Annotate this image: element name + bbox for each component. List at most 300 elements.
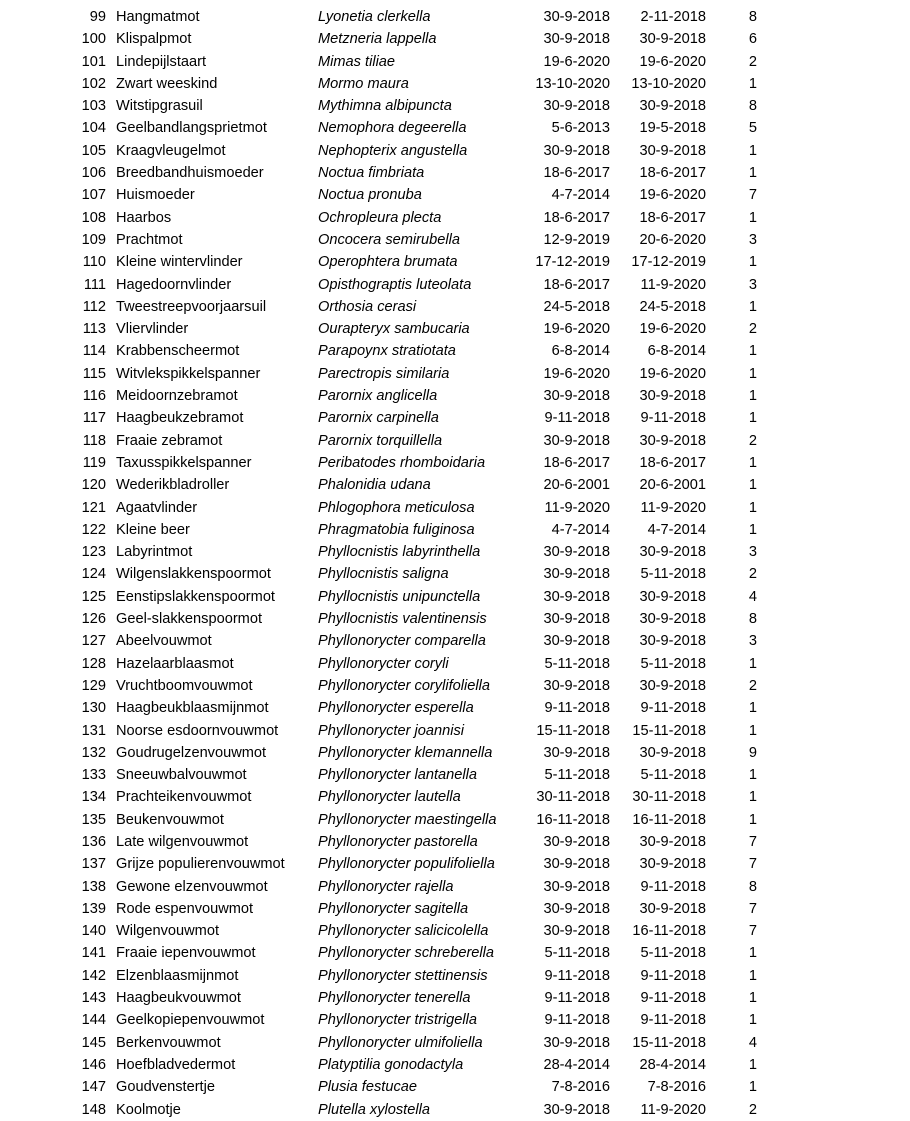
row-number: 105	[81, 142, 106, 159]
last-seen-date: 15-11-2018	[632, 722, 706, 739]
first-seen-date: 9-11-2018	[544, 1012, 610, 1029]
first-seen-date: 30-9-2018	[543, 1101, 610, 1118]
observation-count: 1	[748, 945, 757, 962]
row-number: 140	[81, 923, 106, 940]
row-number: 99	[89, 9, 106, 25]
dutch-name: Prachteikenvouwmot	[116, 789, 252, 806]
row-number: 112	[82, 298, 106, 315]
row-number: 121	[81, 499, 106, 516]
first-seen-date: 30-9-2018	[543, 566, 610, 583]
observation-count: 1	[748, 410, 757, 427]
first-seen-date: 30-9-2018	[543, 677, 610, 694]
row-number: 114	[82, 343, 106, 360]
observation-count: 7	[748, 833, 757, 850]
last-seen-date: 20-6-2001	[639, 477, 706, 494]
last-seen-date: 15-11-2018	[632, 1034, 706, 1051]
table-row	[0, 1054, 910, 1076]
table-row	[0, 296, 910, 318]
scientific-name: Plusia festucae	[318, 1079, 417, 1096]
table-row	[0, 630, 910, 652]
first-seen-date: 9-11-2018	[544, 967, 610, 984]
row-number: 109	[81, 231, 106, 248]
dutch-name: Goudrugelzenvouwmot	[116, 744, 267, 761]
observation-count: 2	[748, 53, 757, 70]
last-seen-date: 30-9-2018	[639, 611, 706, 628]
observation-count: 1	[748, 655, 757, 672]
table-row	[0, 95, 910, 117]
dutch-name: Huismoeder	[116, 187, 195, 204]
last-seen-date: 9-11-2018	[640, 410, 706, 427]
dutch-name: Eenstipslakkenspoormot	[116, 588, 275, 605]
row-number: 142	[81, 967, 106, 984]
scientific-name: Parapoynx stratiotata	[318, 343, 456, 360]
last-seen-date: 2-11-2018	[640, 9, 706, 25]
first-seen-date: 30-9-2018	[543, 923, 610, 940]
table-row	[0, 563, 910, 585]
table-row	[0, 162, 910, 184]
first-seen-date: 30-9-2018	[543, 544, 610, 561]
dutch-name: Klispalpmot	[116, 31, 192, 48]
last-seen-date: 30-9-2018	[639, 744, 706, 761]
observation-count: 2	[748, 1101, 757, 1118]
row-number: 129	[81, 677, 106, 694]
observation-count: 7	[748, 923, 757, 940]
last-seen-date: 16-11-2018	[632, 811, 706, 828]
first-seen-date: 9-11-2018	[544, 410, 610, 427]
table-row	[0, 987, 910, 1009]
last-seen-date: 19-6-2020	[639, 365, 706, 382]
scientific-name: Operophtera brumata	[318, 254, 458, 271]
row-number: 103	[81, 98, 106, 115]
last-seen-date: 30-9-2018	[639, 633, 706, 650]
row-number: 130	[81, 700, 106, 717]
dutch-name: Kleine beer	[116, 521, 190, 538]
row-number: 145	[81, 1034, 106, 1051]
first-seen-date: 16-11-2018	[536, 811, 610, 828]
table-row	[0, 274, 910, 296]
scientific-name: Phyllonorycter tenerella	[318, 990, 471, 1007]
scientific-name: Mormo maura	[318, 75, 409, 92]
last-seen-date: 30-9-2018	[639, 544, 706, 561]
first-seen-date: 30-9-2018	[543, 98, 610, 115]
observation-count: 3	[748, 231, 757, 248]
first-seen-date: 30-9-2018	[543, 9, 610, 25]
observation-count: 8	[748, 878, 757, 895]
scientific-name: Parornix anglicella	[318, 388, 438, 405]
scientific-name: Ourapteryx sambucaria	[318, 321, 470, 338]
scientific-name: Lyonetia clerkella	[318, 9, 431, 25]
scientific-name: Nephopterix angustella	[318, 142, 468, 159]
observation-count: 1	[748, 521, 757, 538]
table-row	[0, 586, 910, 608]
dutch-name: Hoefbladvedermot	[116, 1056, 236, 1073]
row-number: 124	[81, 566, 106, 583]
observation-count: 1	[748, 165, 757, 182]
scientific-name: Phyllonorycter sagitella	[318, 900, 469, 917]
row-number: 137	[81, 856, 106, 873]
first-seen-date: 17-12-2019	[535, 254, 610, 271]
observation-count: 1	[748, 142, 757, 159]
row-number: 147	[81, 1079, 106, 1096]
first-seen-date: 15-11-2018	[536, 722, 610, 739]
observation-count: 1	[748, 1056, 757, 1073]
dutch-name: Witstipgrasuil	[116, 98, 203, 115]
scientific-name: Phyllonorycter populifoliella	[318, 856, 495, 873]
first-seen-date: 19-6-2020	[543, 365, 610, 382]
first-seen-date: 30-9-2018	[543, 588, 610, 605]
row-number: 131	[81, 722, 106, 739]
last-seen-date: 5-11-2018	[640, 655, 706, 672]
scientific-name: Phyllocnistis unipunctella	[318, 588, 481, 605]
dutch-name: Meidoornzebramot	[116, 388, 238, 405]
dutch-name: Grijze populierenvouwmot	[116, 856, 285, 873]
last-seen-date: 17-12-2019	[631, 254, 706, 271]
row-number: 115	[82, 365, 106, 382]
row-number: 141	[81, 945, 106, 962]
first-seen-date: 5-11-2018	[544, 945, 610, 962]
first-seen-date: 9-11-2018	[544, 700, 610, 717]
dutch-name: Hagedoornvlinder	[116, 276, 232, 293]
dutch-name: Berkenvouwmot	[116, 1034, 221, 1051]
scientific-name: Phyllonorycter comparella	[318, 633, 486, 650]
table-row	[0, 474, 910, 496]
last-seen-date: 9-11-2018	[640, 700, 706, 717]
table-row	[0, 898, 910, 920]
last-seen-date: 5-11-2018	[640, 566, 706, 583]
scientific-name: Phragmatobia fuliginosa	[318, 521, 475, 538]
row-number: 139	[81, 900, 106, 917]
first-seen-date: 18-6-2017	[543, 454, 610, 471]
scientific-name: Parectropis similaria	[318, 365, 450, 382]
first-seen-date: 30-9-2018	[543, 31, 610, 48]
first-seen-date: 30-9-2018	[543, 388, 610, 405]
table-row	[0, 51, 910, 73]
observation-count: 1	[748, 811, 757, 828]
last-seen-date: 19-6-2020	[639, 53, 706, 70]
observation-count: 1	[748, 767, 757, 784]
row-number: 144	[81, 1012, 106, 1029]
first-seen-date: 5-6-2013	[551, 120, 610, 137]
row-number: 138	[81, 878, 106, 895]
scientific-name: Phyllonorycter lautella	[318, 789, 461, 806]
last-seen-date: 18-6-2017	[639, 209, 706, 226]
scientific-name: Plutella xylostella	[318, 1101, 430, 1118]
dutch-name: Krabbenscheermot	[116, 343, 240, 360]
first-seen-date: 4-7-2014	[551, 521, 610, 538]
scientific-name: Phyllocnistis labyrinthella	[318, 544, 481, 561]
dutch-name: Zwart weeskind	[116, 75, 218, 92]
table-row	[0, 920, 910, 942]
table-row	[0, 1032, 910, 1054]
first-seen-date: 30-9-2018	[543, 900, 610, 917]
observation-count: 3	[748, 276, 757, 293]
dutch-name: Breedbandhuismoeder	[116, 165, 264, 182]
table-row	[0, 853, 910, 875]
observation-count: 2	[748, 432, 757, 449]
first-seen-date: 9-11-2018	[544, 990, 610, 1007]
first-seen-date: 19-6-2020	[543, 321, 610, 338]
scientific-name: Phyllonorycter tristrigella	[318, 1012, 477, 1029]
table-row	[0, 318, 910, 340]
dutch-name: Vruchtboomvouwmot	[116, 677, 253, 694]
row-number: 107	[81, 187, 106, 204]
row-number: 117	[82, 410, 106, 427]
table-row	[0, 497, 910, 519]
row-number: 133	[81, 767, 106, 784]
row-number: 132	[81, 744, 106, 761]
scientific-name: Phyllonorycter corylifoliella	[318, 677, 490, 694]
observation-count: 1	[748, 499, 757, 516]
last-seen-date: 16-11-2018	[632, 923, 706, 940]
table-row	[0, 6, 910, 28]
observation-count: 8	[748, 611, 757, 628]
dutch-name: Goudvenstertje	[116, 1079, 215, 1096]
last-seen-date: 4-7-2014	[647, 521, 706, 538]
first-seen-date: 30-11-2018	[536, 789, 610, 806]
row-number: 104	[81, 120, 106, 137]
last-seen-date: 30-9-2018	[639, 142, 706, 159]
last-seen-date: 19-6-2020	[639, 187, 706, 204]
observation-count: 4	[748, 588, 757, 605]
last-seen-date: 11-9-2020	[640, 499, 706, 516]
first-seen-date: 24-5-2018	[543, 298, 610, 315]
table-row	[0, 876, 910, 898]
last-seen-date: 24-5-2018	[639, 298, 706, 315]
row-number: 148	[81, 1101, 106, 1118]
row-number: 134	[81, 789, 106, 806]
table-row	[0, 809, 910, 831]
first-seen-date: 4-7-2014	[551, 187, 610, 204]
row-number: 136	[81, 833, 106, 850]
scientific-name: Phyllonorycter lantanella	[318, 767, 477, 784]
row-number: 122	[81, 521, 106, 538]
row-number: 100	[81, 31, 106, 48]
row-number: 108	[81, 209, 106, 226]
row-number: 135	[81, 811, 106, 828]
table-row	[0, 1076, 910, 1098]
table-row	[0, 73, 910, 95]
scientific-name: Nemophora degeerella	[318, 120, 467, 137]
dutch-name: Noorse esdoornvouwmot	[116, 722, 279, 739]
scientific-name: Peribatodes rhomboidaria	[318, 454, 486, 471]
observation-count: 7	[748, 187, 757, 204]
scientific-name: Parornix carpinella	[318, 410, 439, 427]
first-seen-date: 13-10-2020	[535, 75, 610, 92]
scientific-name: Phyllocnistis valentinensis	[318, 611, 487, 628]
dutch-name: Kleine wintervlinder	[116, 254, 243, 271]
dutch-name: Geel-slakkenspoormot	[116, 611, 263, 628]
row-number: 110	[82, 254, 106, 271]
observation-count: 8	[748, 98, 757, 115]
table-row	[0, 942, 910, 964]
observation-count: 1	[748, 75, 757, 92]
scientific-name: Parornix torquillella	[318, 432, 443, 449]
scientific-name: Phyllonorycter schreberella	[318, 945, 495, 962]
last-seen-date: 30-11-2018	[632, 789, 706, 806]
scientific-name: Mythimna albipuncta	[318, 98, 452, 115]
observation-count: 3	[748, 544, 757, 561]
dutch-name: Beukenvouwmot	[116, 811, 224, 828]
first-seen-date: 18-6-2017	[543, 276, 610, 293]
table-row	[0, 653, 910, 675]
row-number: 123	[81, 544, 106, 561]
last-seen-date: 7-8-2016	[647, 1079, 706, 1096]
dutch-name: Geelbandlangsprietmot	[116, 120, 267, 137]
observation-count: 9	[748, 744, 757, 761]
dutch-name: Haagbeukvouwmot	[116, 990, 241, 1007]
scientific-name: Phyllonorycter salicicolella	[318, 923, 489, 940]
last-seen-date: 30-9-2018	[639, 900, 706, 917]
table-row	[0, 831, 910, 853]
dutch-name: Agaatvlinder	[116, 499, 198, 516]
table-row	[0, 742, 910, 764]
table-row	[0, 519, 910, 541]
first-seen-date: 12-9-2019	[543, 231, 610, 248]
observation-count: 1	[748, 365, 757, 382]
last-seen-date: 30-9-2018	[639, 833, 706, 850]
dutch-name: Koolmotje	[116, 1101, 181, 1118]
last-seen-date: 30-9-2018	[639, 677, 706, 694]
observation-count: 5	[748, 120, 757, 137]
dutch-name: Haagbeukzebramot	[116, 410, 244, 427]
observation-count: 1	[748, 990, 757, 1007]
table-row	[0, 117, 910, 139]
scientific-name: Ochropleura plecta	[318, 209, 442, 226]
last-seen-date: 11-9-2020	[640, 276, 706, 293]
table-row	[0, 407, 910, 429]
observation-count: 1	[748, 722, 757, 739]
table-row	[0, 363, 910, 385]
scientific-name: Mimas tiliae	[318, 53, 396, 70]
last-seen-date: 9-11-2018	[640, 878, 706, 895]
species-list-page	[0, 6, 910, 1121]
row-number: 116	[82, 388, 106, 405]
first-seen-date: 30-9-2018	[543, 611, 610, 628]
table-row	[0, 430, 910, 452]
last-seen-date: 9-11-2018	[640, 990, 706, 1007]
scientific-name: Phyllonorycter joannisi	[318, 722, 465, 739]
table-row	[0, 720, 910, 742]
scientific-name: Platyptilia gonodactyla	[318, 1056, 464, 1073]
dutch-name: Haagbeukblaasmijnmot	[116, 700, 269, 717]
first-seen-date: 30-9-2018	[543, 833, 610, 850]
row-number: 113	[82, 321, 106, 338]
dutch-name: Kraagvleugelmot	[116, 142, 226, 159]
first-seen-date: 5-11-2018	[544, 655, 610, 672]
table-row	[0, 340, 910, 362]
row-number: 126	[81, 611, 106, 628]
dutch-name: Labyrintmot	[116, 544, 193, 561]
first-seen-date: 30-9-2018	[543, 878, 610, 895]
row-number: 127	[81, 633, 106, 650]
first-seen-date: 18-6-2017	[543, 209, 610, 226]
first-seen-date: 18-6-2017	[543, 165, 610, 182]
row-number: 128	[81, 655, 106, 672]
observation-count: 1	[748, 1012, 757, 1029]
scientific-name: Phalonidia udana	[318, 477, 431, 494]
dutch-name: Hazelaarblaasmot	[116, 655, 234, 672]
last-seen-date: 30-9-2018	[639, 31, 706, 48]
first-seen-date: 5-11-2018	[544, 767, 610, 784]
last-seen-date: 30-9-2018	[639, 432, 706, 449]
first-seen-date: 28-4-2014	[543, 1056, 610, 1073]
last-seen-date: 28-4-2014	[639, 1056, 706, 1073]
dutch-name: Wederikbladroller	[116, 477, 230, 494]
observation-count: 1	[748, 454, 757, 471]
last-seen-date: 11-9-2020	[640, 1101, 706, 1118]
species-table	[0, 6, 910, 1121]
last-seen-date: 6-8-2014	[647, 343, 706, 360]
table-row	[0, 140, 910, 162]
last-seen-date: 5-11-2018	[640, 767, 706, 784]
dutch-name: Gewone elzenvouwmot	[116, 878, 268, 895]
dutch-name: Wilgenvouwmot	[116, 923, 220, 940]
table-row	[0, 452, 910, 474]
first-seen-date: 6-8-2014	[551, 343, 610, 360]
table-row	[0, 28, 910, 50]
row-number: 102	[81, 75, 106, 92]
dutch-name: Hangmatmot	[116, 9, 200, 25]
first-seen-date: 30-9-2018	[543, 142, 610, 159]
table-row	[0, 1099, 910, 1121]
scientific-name: Phyllonorycter klemannella	[318, 744, 493, 761]
scientific-name: Noctua fimbriata	[318, 165, 425, 182]
observation-count: 7	[748, 856, 757, 873]
dutch-name: Prachtmot	[116, 231, 183, 248]
row-number: 106	[81, 165, 106, 182]
dutch-name: Late wilgenvouwmot	[116, 833, 249, 850]
observation-count: 3	[748, 633, 757, 650]
table-row	[0, 184, 910, 206]
dutch-name: Wilgenslakkenspoormot	[116, 566, 271, 583]
last-seen-date: 18-6-2017	[639, 454, 706, 471]
last-seen-date: 30-9-2018	[639, 388, 706, 405]
dutch-name: Fraaie iepenvouwmot	[116, 945, 256, 962]
scientific-name: Phlogophora meticulosa	[318, 499, 475, 516]
table-row	[0, 207, 910, 229]
scientific-name: Phyllonorycter pastorella	[318, 833, 478, 850]
observation-count: 6	[748, 31, 757, 48]
observation-count: 1	[748, 1079, 757, 1096]
first-seen-date: 20-6-2001	[543, 477, 610, 494]
first-seen-date: 30-9-2018	[543, 633, 610, 650]
dutch-name: Geelkopiepenvouwmot	[116, 1012, 265, 1029]
observation-count: 1	[748, 388, 757, 405]
last-seen-date: 30-9-2018	[639, 856, 706, 873]
scientific-name: Noctua pronuba	[318, 187, 422, 204]
last-seen-date: 9-11-2018	[640, 967, 706, 984]
scientific-name: Orthosia cerasi	[318, 298, 417, 315]
table-row	[0, 251, 910, 273]
observation-count: 1	[748, 343, 757, 360]
dutch-name: Sneeuwbalvouwmot	[116, 767, 247, 784]
last-seen-date: 30-9-2018	[639, 588, 706, 605]
scientific-name: Phyllonorycter rajella	[318, 878, 454, 895]
first-seen-date: 30-9-2018	[543, 856, 610, 873]
observation-count: 2	[748, 677, 757, 694]
scientific-name: Phyllocnistis saligna	[318, 566, 449, 583]
scientific-name: Phyllonorycter ulmifoliella	[318, 1034, 483, 1051]
observation-count: 1	[748, 254, 757, 271]
first-seen-date: 30-9-2018	[543, 744, 610, 761]
dutch-name: Vliervlinder	[116, 321, 189, 338]
last-seen-date: 30-9-2018	[639, 98, 706, 115]
last-seen-date: 18-6-2017	[639, 165, 706, 182]
last-seen-date: 5-11-2018	[640, 945, 706, 962]
observation-count: 1	[748, 209, 757, 226]
table-row	[0, 965, 910, 987]
observation-count: 2	[748, 566, 757, 583]
